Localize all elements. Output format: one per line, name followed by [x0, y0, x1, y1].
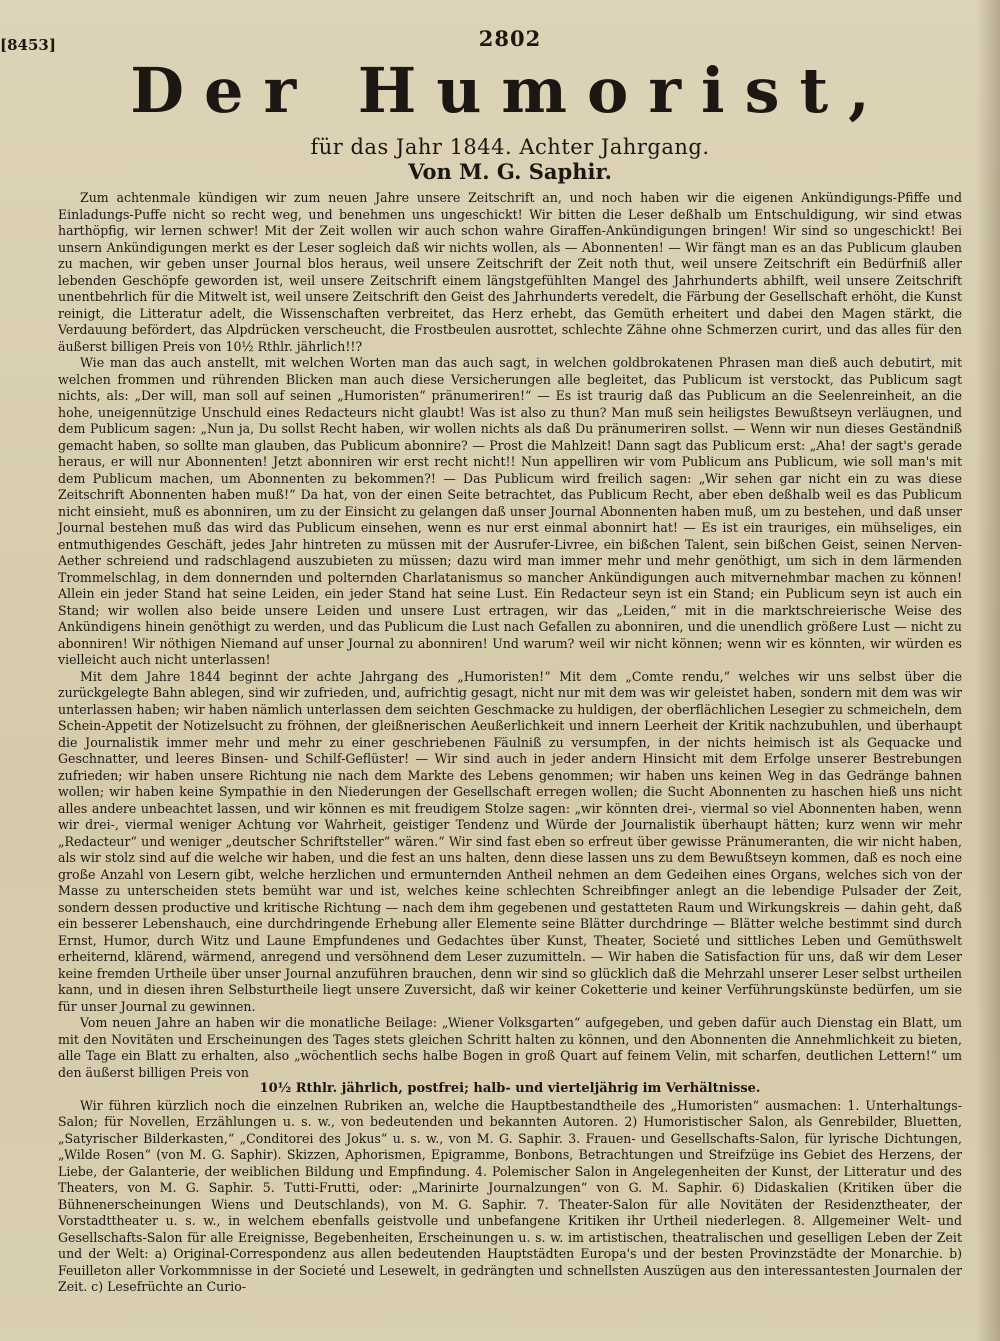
- top-line: [58, 26, 962, 54]
- paragraph: Vom neuen Jahre an haben wir die monatliche Beilage: „Wiener Volksgarten“ aufgegeben, und geben dafür auch Dienstag ein Blatt, um mit den Novitäten und Erscheinungen des Tages stets gleichen Schritt halten zu können, und den Abonnenten die Annehmlichkeit zu bieten, alle Tage ein Blatt zu erhalten, also „wöchentlich sechs halbe Bogen in groß Quart auf feinem Velin, mit scharfen, deutlichen Lettern!“ um den äußerst billigen Preis von: [58, 1015, 962, 1080]
- paragraph: Mit dem Jahre 1844 beginnt der achte Jahrgang des „Humoristen!“ Mit dem „Comte rendu,“ welches wir uns selbst über die zurückgelegte Bahn ablegen, sind wir zufrieden, und, aufrichtig gesagt, nicht nur mit dem was wir geleistet haben, sondern mit dem was wir unterlassen haben; wir haben nämlich unterlassen dem seichten Geschmacke zu huldigen, der oberflächlichen Lesegier zu schmeicheln, dem Schein-Appetit der Notizelsucht zu fröhnen, der gleißnerischen Aeußerlichkeit und innern Leerheit der Kritik nachzubuhlen, und überhaupt die Journalistik immer mehr und mehr zu einer geschriebenen Fäulniß zu versumpfen, in der nichts heimisch ist als Gequacke und Geschnatter, und leeres Binsen- und Schilf-Geflüster! — Wir sind auch in jeder andern Hinsicht mit dem Erfolge unserer Bestrebungen zufrieden; wir haben unsere Richtung nie nach dem Markte des Lebens genommen; wir haben uns keinen Weg in das Gedränge bahnen wollen; wir haben keine Sympathie in den Niederungen der Gesellschaft erregen wollen; die Sucht Abonnenten zu haschen hieß uns nicht alles andere unbeachtet lassen, und wir können es mit freudigem Stolze sagen: „wir könnten drei-, viermal so viel Abonnenten haben, wenn wir drei-, viermal weniger Achtung vor Wahrheit, geistiger Tendenz und Würde der Journalistik überhaupt hätten; kurz wenn wir mehr „Redacteur“ und weniger „deutscher Schriftsteller“ wären.“ Wir sind fast eben so erfreut über gewisse Pränumeranten, die wir nicht haben, als wir stolz sind auf die welche wir haben, und die fest an uns halten, denn diese lassen uns zu dem Bewußtseyn kommen, daß es noch eine große Anzahl von Lesern gibt, welche herzlichen und ermunternden Antheil nehmen an dem Gedeihen eines Organs, welches sich von der Masse zu unterscheiden stets bemüht war und ist, welches keine schlechten Schreibfinger anlegt an die lebendige Pulsader der Zeit, sondern dessen productive und kritische Richtung — nach dem ihm gegebenen und gestatteten Raum und Wirkungskreis — dahin geht, daß ein besserer Lebenshauch, eine durchdringende Erhebung aller Elemente seine Blätter durchdringe — Blätter welche bestimmt sind durch Ernst, Humor, durch Witz und Laune Empfundenes und Gedachtes über Kunst, Theater, Societé und sittliches Leben und Gemüthswelt erheiternd, klärend, wärmend, anregend und versöhnend dem Leser zuzumitteln. — Wir haben die Satisfaction für uns, daß wir dem Leser keine fremden Urtheile über unser Journal anzuführen brauchen, denn wir sind so glücklich daß die Mehrzahl unserer Leser selbst urtheilen kann, und in diesen ihren Selbsturtheile liegt unsere Zuversicht, daß wir keiner Coketterie und keiner Verführungskünste bedürfen, um sie für unser Journal zu gewinnen.: [58, 668, 962, 1014]
- page-edge-shadow: [976, 0, 1000, 1341]
- price-line: 10½ Rthlr. jährlich, postfrei; halb- und vierteljährig im Verhältnisse.: [259, 1081, 761, 1096]
- page-number: 2802: [478, 26, 542, 51]
- article-body: [58, 190, 962, 1296]
- reference-number: [8453]: [0, 36, 56, 54]
- paragraph: Wir führen kürzlich noch die einzelnen Rubriken an, welche die Hauptbestandtheile des „Humoristen“ ausmachen: 1. Unterhaltungs-Salon; für Novellen, Erzählungen u. s. w., von bedeutenden und bekannten Autoren. 2) Humoristischer Salon, als Genrebilder, Bluetten, „Satyrischer Bilderkasten,“ „Conditorei des Jokus“ u. s. w., von M. G. Saphir. 3. Frauen- und Gesellschafts-Salon, für lyrische Dichtungen, „Wilde Rosen“ (von M. G. Saphir). Skizzen, Aphorismen, Epigramme, Bonbons, Betrachtungen und Streifzüge ins Gebiet des Herzens, der Liebe, der Galanterie, der weiblichen Bildung und Empfindung. 4. Polemischer Salon in Angelegenheiten der Kunst, der Litteratur und des Theaters, von M. G. Saphir. 5. Tutti-Frutti, oder: „Marinirte Journalzungen“ von G. M. Saphir. 6) Didaskalien (Kritiken über die Bühnenerscheinungen Wiens und Deutschlands), von M. G. Saphir. 7. Theater-Salon für alle Novitäten der Residenztheater, der Vorstadttheater u. s. w., in welchem ebenfalls geistvolle und unbefangene Kritiken ihr Urtheil niederlegen. 8. Allgemeiner Welt- und Gesellschafts-Salon für alle Ereignisse, Begebenheiten, Erscheinungen u. s. w. im artistischen, theatralischen und geselligen Leben der Zeit und der Welt: a) Original-Correspondenz aus allen bedeutenden Hauptstädten Europa's und der besten Provinzstädte der Monarchie. b) Feuilleton aller Vorkommnisse in der Societé und Lesewelt, in gedrängten und schnellsten Auszügen aus den interessantesten Journalen der Zeit. c) Lesefrüchte an Curio-: [58, 1097, 962, 1294]
- masthead-title: Der Humorist,: [130, 54, 890, 127]
- paragraph: Zum achtenmale kündigen wir zum neuen Jahre unsere Zeitschrift an, und noch haben wir die eigenen Ankündigungs-Pfiffe und Einladungs-Puffe nicht so recht weg, und benehmen uns ungeschickt! Wir bitten die Leser deßhalb um Entschuldigung, wir sind etwas harthöpfig, wir lernen schwer! Mit der Zeit wollen wir auch schon wahre Giraffen-Ankündigungen bringen! Wir sind so ungeschickt! Bei unsern Ankündigungen merkt es der Leser sogleich daß wir nichts wollen, als — Abonnenten! — Wir fängt man es an das Publicum glauben zu machen, wir geben unser Journal blos heraus, weil unsere Zeitschrift der Zeit noth thut, weil unsere Zeitschrift ein Bedürfniß aller lebenden Geschöpfe geworden ist, weil unsere Zeitschrift einem längstgefühlten Mangel des Jahrhunderts abhilft, weil unsere Zeitschrift unentbehrlich für die Mitwelt ist, weil unsere Zeitschrift den Geist des Jahrhunderts veredelt, die Färbung der Gesellschaft erhöht, die Kunst reinigt, die Litteratur adelt, die Wissenschaften verbreitet, das Herz erhebt, das Gemüth erheitert und dabei den Magen stärkt, die Verdauung befördert, das Alpdrücken verscheucht, die Frostbeulen ausrottet, schlechte Zähne ohne Schmerzen curirt, und das alles für den äußerst billigen Preis von 10½ Rthlr. jährlich!!?: [58, 190, 962, 354]
- paragraph: Wie man das auch anstellt, mit welchen Worten man das auch sagt, in welchen goldbrokatenen Phrasen man dieß auch debutirt, mit welchen frommen und rührenden Blicken man auch diese Versicherungen alle begleitet, das Publicum ist verstockt, das Publicum sagt nichts, als: „Der will, man soll auf seinen „Humoristen“ pränumeriren!“ — Es ist traurig daß das Publicum an die Seelenreinheit, an die hohe, uneigennützige Unschuld eines Redacteurs nicht glaubt! Was ist also zu thun? Man muß sein heiligstes Bewußtseyn verläugnen, und dem Publicum sagen: „Nun ja, Du sollst Recht haben, wir wollen nichts als daß Du pränumeriren sollst. — Wenn wir nun dieses Geständniß gemacht haben, so sollte man glauben, das Publicum abonnire? — Prost die Mahlzeit! Dann sagt das Publicum erst: „Aha! der sagt's gerade heraus, er will nur Abonnenten! Jetzt abonniren wir erst recht nicht!! Nun appelliren wir vom Publicum ans Publicum, wie soll man's mit dem Publicum machen, um Abonnenten zu bekommen?! — Das Publicum wird freilich sagen: „Wir sehen gar nicht ein zu was diese Zeitschrift Abonnenten haben muß!“ Da hat, von der einen Seite betrachtet, das Publicum Recht, aber eben deßhalb weil es das Publicum nicht einsieht, muß es abonniren, um zu der Einsicht zu gelangen daß unser Journal Abonnenten haben muß, um zu bestehen, und daß unser Journal bestehen muß das wird das Publicum einsehen, wenn es nur erst einmal abonnirt hat! — Es ist ein trauriges, ein mühseliges, ein entmuthigendes Geschäft, jedes Jahr hintreten zu müssen mit der Ausrufer-Livree, ein bißchen Talent, sein bißchen Geist, seinen Nerven-Aether schreiend und radschlagend auszubieten zu müssen; dazu wird man immer mehr und mehr genöthigt, um sich in dem lärmenden Trommelschlag, in dem donnernden und polternden Charlatanismus so mancher Ankündigungen auch mitvernehmbar machen zu können! Allein ein jeder Stand hat seine Leiden, ein jeder Stand hat seine Lust. Ein Redacteur seyn ist ein Stand; ein Publicum seyn ist auch ein Stand; wir wollen also beide unsere Leiden und unsere Lust ertragen, wir das „Leiden,“ mit in die marktschreierische Weise des Ankündigens hinein genöthigt zu werden, und das Publicum die Lust nach Gefallen zu abonniren, und die unendlich größere Lust — nicht zu abonniren! Wir nöthigen Niemand auf unser Journal zu abonniren! Und warum? weil wir nicht können; wenn wir es könnten, wir würden es vielleicht auch nicht unterlassen!: [58, 355, 962, 667]
- author-line: Von M. G. Saphir.: [408, 159, 612, 184]
- subtitle: für das Jahr 1844. Achter Jahrgang.: [310, 135, 710, 159]
